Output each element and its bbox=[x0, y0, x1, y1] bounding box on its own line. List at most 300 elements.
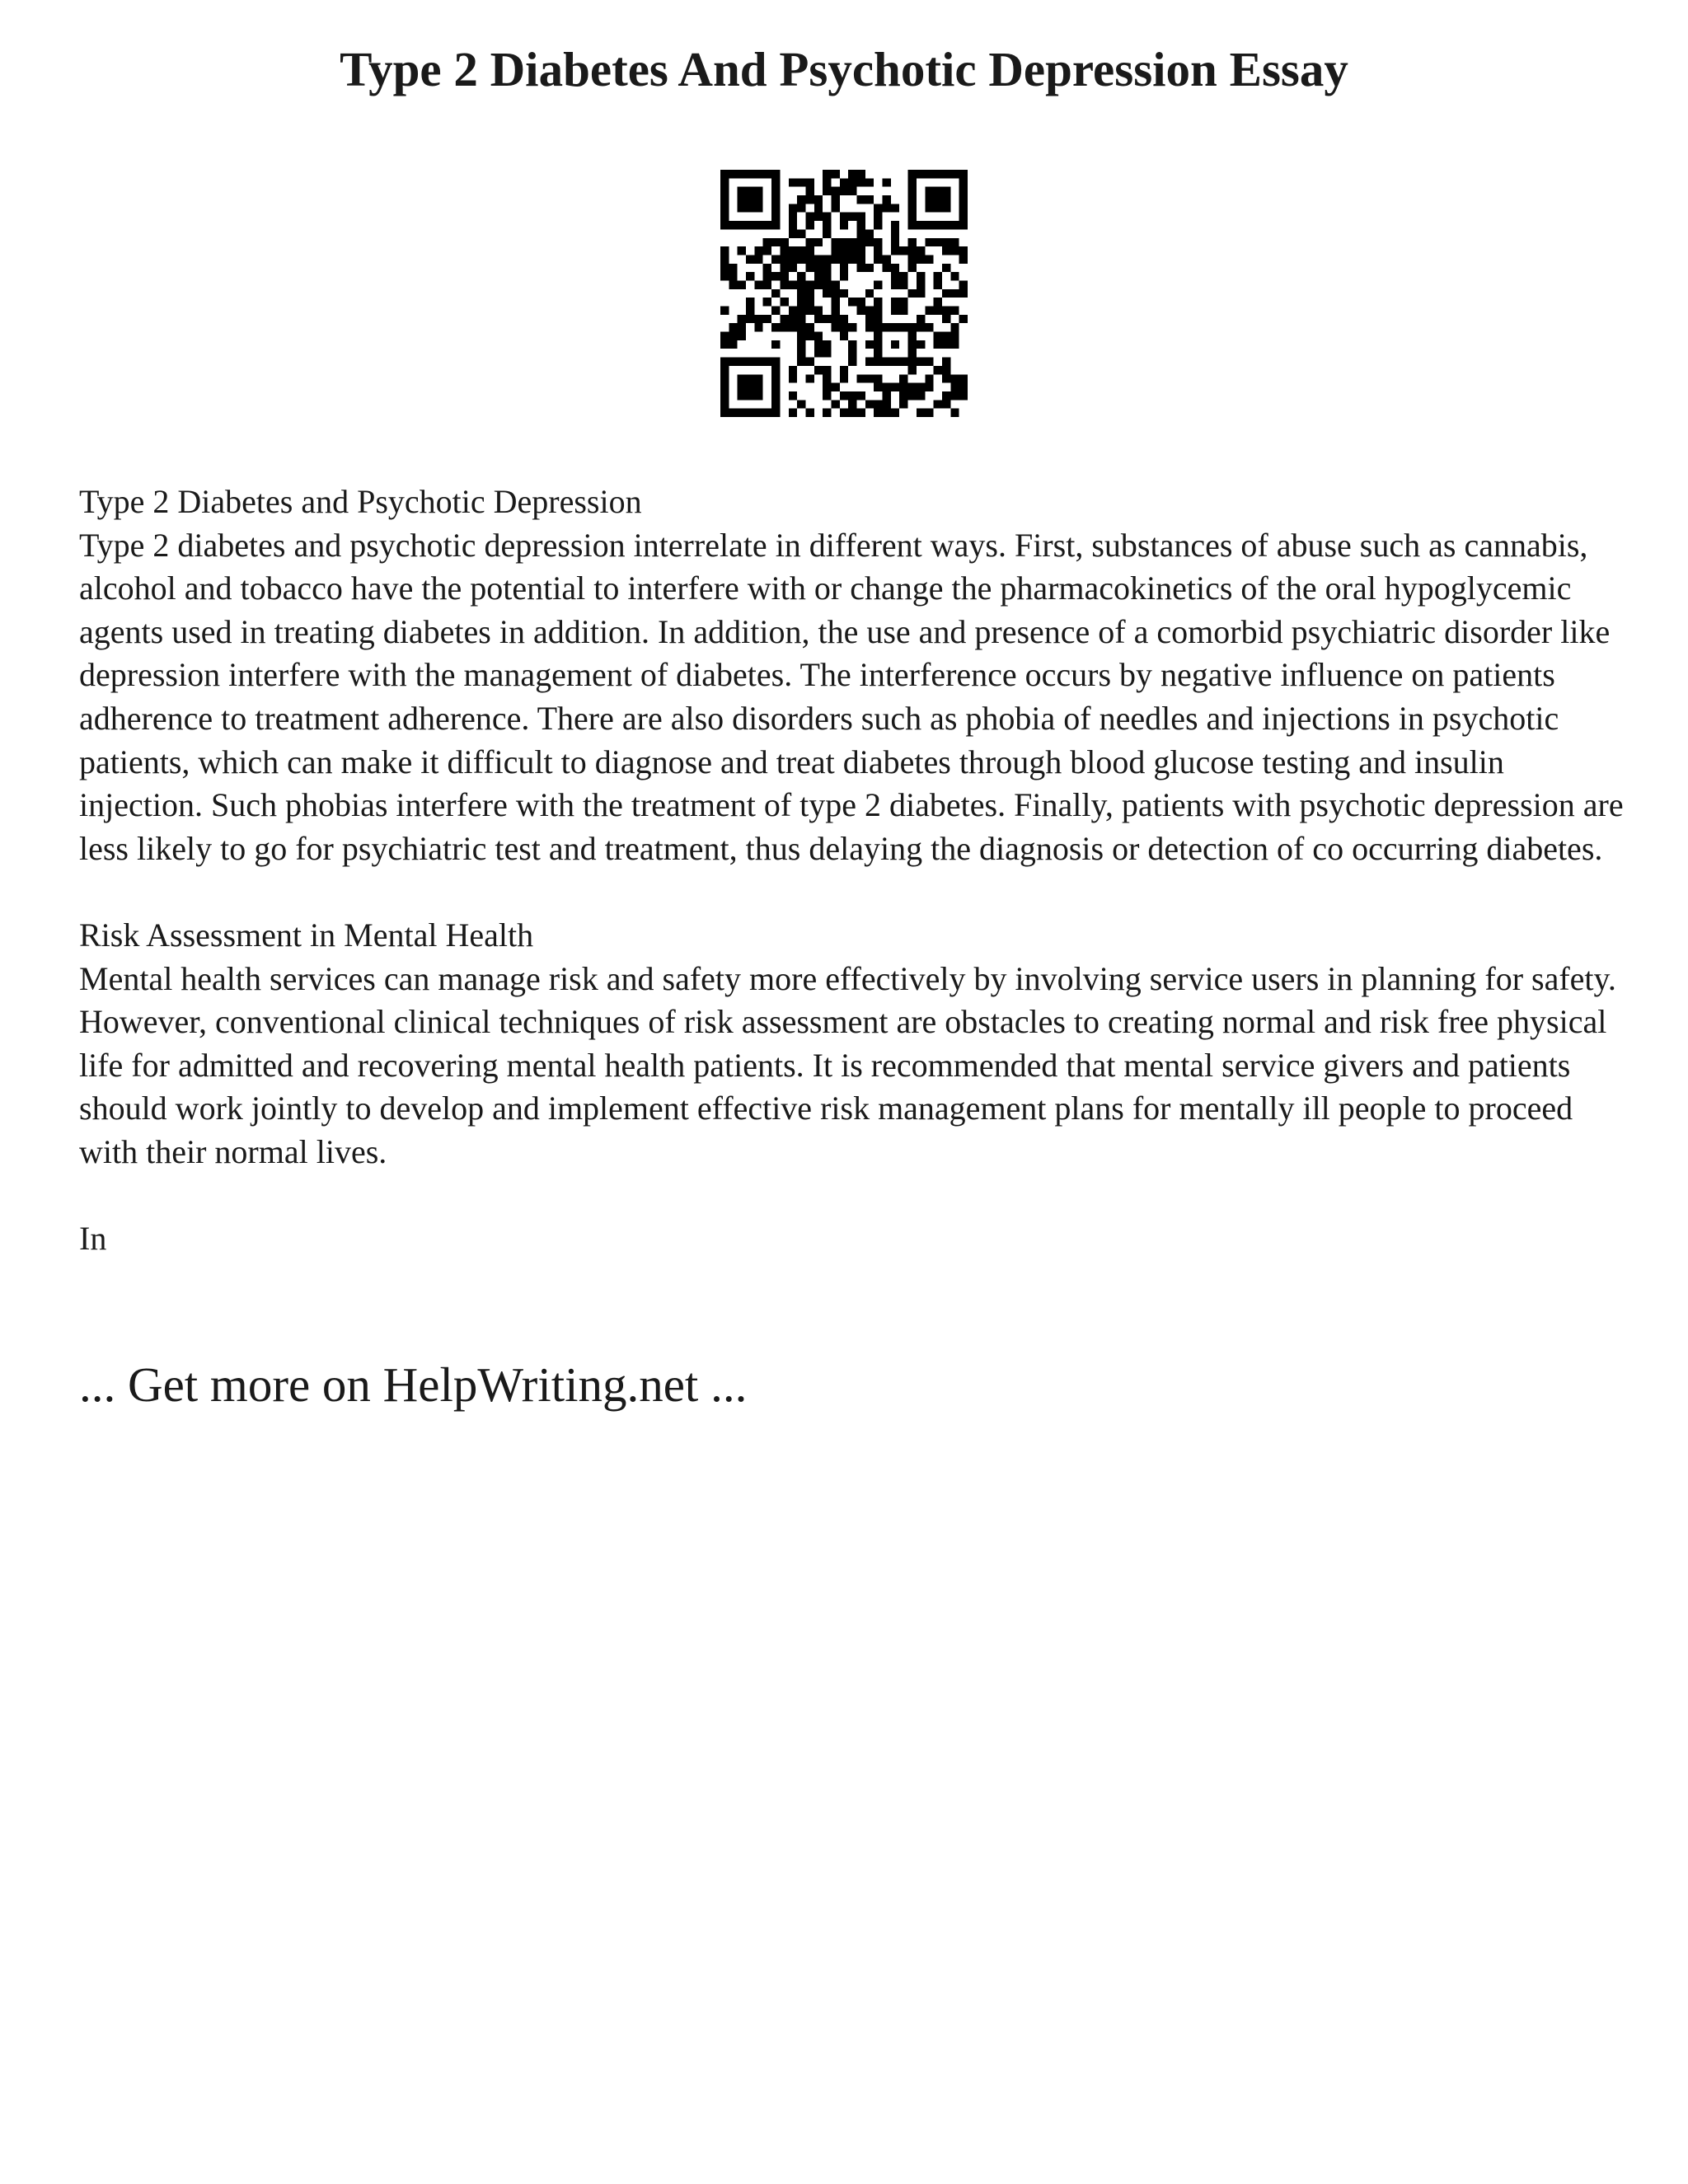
qr-module bbox=[746, 315, 754, 323]
qr-module bbox=[754, 383, 762, 391]
qr-module bbox=[720, 246, 729, 255]
qr-module bbox=[942, 307, 950, 315]
qr-module bbox=[823, 280, 831, 288]
qr-module bbox=[883, 383, 891, 391]
qr-module bbox=[942, 246, 950, 255]
qr-module bbox=[959, 213, 968, 221]
qr-module bbox=[805, 213, 814, 221]
qr-module bbox=[917, 315, 925, 323]
qr-module bbox=[908, 332, 917, 340]
qr-module bbox=[865, 374, 874, 382]
qr-module bbox=[840, 409, 848, 417]
qr-module bbox=[865, 238, 874, 246]
qr-module bbox=[857, 238, 865, 246]
qr-module bbox=[823, 289, 831, 298]
paragraph-gap bbox=[79, 870, 1629, 914]
qr-module bbox=[823, 409, 831, 417]
qr-module bbox=[925, 238, 933, 246]
qr-module bbox=[780, 255, 788, 263]
qr-module bbox=[950, 238, 959, 246]
qr-module bbox=[934, 238, 942, 246]
qr-module bbox=[925, 221, 933, 229]
qr-module bbox=[899, 323, 907, 331]
qr-module bbox=[865, 358, 874, 366]
qr-module bbox=[831, 280, 839, 288]
qr-module bbox=[874, 221, 882, 229]
qr-module bbox=[934, 204, 942, 212]
qr-module bbox=[805, 280, 814, 288]
qr-module bbox=[959, 391, 968, 400]
qr-module bbox=[865, 289, 874, 298]
qr-module bbox=[848, 238, 856, 246]
qr-module bbox=[874, 400, 882, 408]
qr-module bbox=[865, 315, 874, 323]
qr-module bbox=[848, 255, 856, 263]
qr-module bbox=[959, 374, 968, 382]
qr-module bbox=[891, 272, 899, 280]
qr-module bbox=[738, 315, 746, 323]
qr-module bbox=[840, 332, 848, 340]
qr-module bbox=[874, 358, 882, 366]
qr-module bbox=[738, 195, 746, 204]
qr-module bbox=[899, 298, 907, 306]
qr-module bbox=[746, 187, 754, 195]
qr-module bbox=[805, 255, 814, 263]
qr-module bbox=[908, 213, 917, 221]
qr-module bbox=[950, 272, 959, 280]
qr-module bbox=[908, 255, 917, 263]
qr-module bbox=[805, 298, 814, 306]
qr-module bbox=[771, 307, 780, 315]
qr-module bbox=[780, 246, 788, 255]
qr-module bbox=[823, 213, 831, 221]
qr-module bbox=[917, 289, 925, 298]
qr-module bbox=[891, 221, 899, 229]
qr-module bbox=[865, 307, 874, 315]
qr-module bbox=[771, 170, 780, 178]
qr-module bbox=[917, 255, 925, 263]
qr-module bbox=[934, 340, 942, 349]
qr-module bbox=[754, 280, 762, 288]
qr-module bbox=[831, 315, 839, 323]
qr-module bbox=[738, 383, 746, 391]
qr-module bbox=[729, 272, 737, 280]
qr-module bbox=[738, 170, 746, 178]
qr-module bbox=[874, 374, 882, 382]
qr-module bbox=[840, 246, 848, 255]
qr-module bbox=[848, 349, 856, 357]
qr-module bbox=[831, 246, 839, 255]
essay-body bbox=[79, 480, 1629, 1261]
qr-module bbox=[789, 280, 797, 288]
qr-module bbox=[848, 187, 856, 195]
qr-module bbox=[738, 323, 746, 331]
qr-module bbox=[891, 307, 899, 315]
qr-module bbox=[942, 221, 950, 229]
qr-module bbox=[959, 170, 968, 178]
qr-module bbox=[891, 340, 899, 349]
qr-module bbox=[823, 391, 831, 400]
qr-module bbox=[848, 178, 856, 186]
qr-module bbox=[771, 238, 780, 246]
qr-module bbox=[883, 204, 891, 212]
section-body-risk: Mental health services can manage risk and safety more effectively by involving service users in planning for safety. However, conventional clinical techniques of risk assessment are obstacles to creating normal and risk free physical life for admitted and recovering mental health patients. It is recommended that mental service givers and patients should work jointly to develop and implement effective risk management plans for mentally ill people to proceed with their normal lives. bbox=[79, 959, 1616, 1170]
qr-module bbox=[891, 204, 899, 212]
qr-module bbox=[942, 264, 950, 272]
qr-module bbox=[720, 204, 729, 212]
qr-module bbox=[874, 349, 882, 357]
qr-module bbox=[780, 272, 788, 280]
qr-module bbox=[883, 323, 891, 331]
qr-module bbox=[814, 195, 823, 204]
qr-module bbox=[789, 374, 797, 382]
qr-module bbox=[720, 255, 729, 263]
qr-module bbox=[908, 195, 917, 204]
qr-module bbox=[805, 238, 814, 246]
qr-module bbox=[814, 307, 823, 315]
qr-module bbox=[874, 323, 882, 331]
qr-module bbox=[789, 229, 797, 237]
qr-module bbox=[814, 280, 823, 288]
qr-module bbox=[908, 358, 917, 366]
qr-module bbox=[789, 255, 797, 263]
qr-module bbox=[857, 264, 865, 272]
qr-module bbox=[925, 187, 933, 195]
qr-module bbox=[805, 221, 814, 229]
qr-module bbox=[925, 195, 933, 204]
qr-module bbox=[831, 323, 839, 331]
qr-module bbox=[942, 187, 950, 195]
qr-module bbox=[917, 340, 925, 349]
qr-module bbox=[857, 391, 865, 400]
qr-module bbox=[857, 178, 865, 186]
qr-module bbox=[848, 170, 856, 178]
qr-module bbox=[908, 246, 917, 255]
qr-module bbox=[780, 323, 788, 331]
qr-module bbox=[771, 323, 780, 331]
qr-module bbox=[720, 272, 729, 280]
qr-module bbox=[763, 272, 771, 280]
qr-module bbox=[950, 170, 959, 178]
qr-module bbox=[891, 409, 899, 417]
qr-module bbox=[797, 178, 805, 186]
qr-module bbox=[934, 170, 942, 178]
qr-module bbox=[789, 366, 797, 374]
qr-module bbox=[771, 195, 780, 204]
qr-module bbox=[754, 315, 762, 323]
qr-module bbox=[720, 358, 729, 366]
qr-module bbox=[720, 332, 729, 340]
qr-module bbox=[959, 255, 968, 263]
qr-module bbox=[899, 272, 907, 280]
qr-module bbox=[720, 400, 729, 408]
qr-module bbox=[908, 204, 917, 212]
qr-module bbox=[720, 340, 729, 349]
qr-module bbox=[908, 383, 917, 391]
qr-module bbox=[925, 374, 933, 382]
qr-module bbox=[831, 298, 839, 306]
qr-module bbox=[823, 178, 831, 186]
qr-module bbox=[874, 315, 882, 323]
qr-module bbox=[780, 298, 788, 306]
qr-module bbox=[805, 187, 814, 195]
qr-module bbox=[738, 332, 746, 340]
section-heading-diabetes: Type 2 Diabetes and Psychotic Depression bbox=[79, 483, 642, 520]
qr-module bbox=[883, 358, 891, 366]
qr-module bbox=[899, 400, 907, 408]
qr-module bbox=[840, 213, 848, 221]
qr-module bbox=[789, 246, 797, 255]
qr-module bbox=[746, 272, 754, 280]
section-body-diabetes: Type 2 diabetes and psychotic depression interrelate in different ways. First, substances of abuse such as cannabis, alcohol and tobacco have the potential to interfere with or change the pharmacokinetics of the oral hypoglycemic agents used in treating diabetes in addition. In addition, the use and presence of a comorbid psychiatric disorder like depression interfere with the management of diabetes. The interference occurs by negative influence on patients adherence to treatment adherence. There are also disorders such as phobia of needles and injections in psychotic patients, which can make it difficult to diagnose and treat diabetes through blood glucose testing and insulin injection. Such phobias interfere with the treatment of type 2 diabetes. Finally, patients with psychotic depression are less likely to go for psychiatric test and treatment, thus delaying the diagnosis or detection of co occurring diabetes. bbox=[79, 526, 1624, 867]
qr-module bbox=[865, 178, 874, 186]
qr-module bbox=[857, 255, 865, 263]
qr-module bbox=[738, 358, 746, 366]
qr-module bbox=[908, 391, 917, 400]
qr-module bbox=[857, 307, 865, 315]
qr-module bbox=[720, 391, 729, 400]
qr-module bbox=[720, 178, 729, 186]
qr-module bbox=[746, 409, 754, 417]
qr-module bbox=[934, 298, 942, 306]
qr-module bbox=[942, 289, 950, 298]
qr-module bbox=[831, 238, 839, 246]
qr-module bbox=[917, 221, 925, 229]
qr-module bbox=[797, 349, 805, 357]
qr-module bbox=[891, 229, 899, 237]
qr-module bbox=[848, 298, 856, 306]
qr-module bbox=[780, 264, 788, 272]
qr-module bbox=[908, 238, 917, 246]
qr-module bbox=[763, 315, 771, 323]
qr-module bbox=[934, 280, 942, 288]
qr-module bbox=[925, 358, 933, 366]
qr-module bbox=[797, 340, 805, 349]
qr-module bbox=[899, 358, 907, 366]
qr-module bbox=[780, 238, 788, 246]
qr-module bbox=[771, 358, 780, 366]
qr-module bbox=[797, 204, 805, 212]
paragraph-gap bbox=[79, 1174, 1629, 1218]
qr-module bbox=[874, 409, 882, 417]
qr-module bbox=[959, 178, 968, 186]
qr-module bbox=[865, 195, 874, 204]
qr-module bbox=[959, 315, 968, 323]
qr-module bbox=[805, 332, 814, 340]
qr-module bbox=[771, 366, 780, 374]
qr-module bbox=[771, 391, 780, 400]
qr-module bbox=[789, 178, 797, 186]
qr-module bbox=[814, 332, 823, 340]
qr-module bbox=[908, 349, 917, 357]
qr-module bbox=[959, 195, 968, 204]
qr-module bbox=[950, 323, 959, 331]
qr-module bbox=[899, 246, 907, 255]
qr-module bbox=[746, 170, 754, 178]
qr-module bbox=[925, 255, 933, 263]
qr-module bbox=[823, 349, 831, 357]
qr-module bbox=[934, 366, 942, 374]
qr-module bbox=[763, 409, 771, 417]
qr-module bbox=[848, 400, 856, 408]
qr-module bbox=[823, 264, 831, 272]
qr-module bbox=[814, 349, 823, 357]
qr-module bbox=[934, 272, 942, 280]
qr-module bbox=[908, 340, 917, 349]
qr-module bbox=[771, 272, 780, 280]
qr-module bbox=[891, 298, 899, 306]
qr-module bbox=[950, 340, 959, 349]
qr-module bbox=[754, 195, 762, 204]
qr-module bbox=[925, 383, 933, 391]
qr-module bbox=[729, 358, 737, 366]
qr-module bbox=[720, 221, 729, 229]
qr-module bbox=[857, 170, 865, 178]
qr-module bbox=[729, 323, 737, 331]
qr-module bbox=[805, 409, 814, 417]
qr-module bbox=[805, 323, 814, 331]
qr-module bbox=[959, 289, 968, 298]
qr-module bbox=[754, 221, 762, 229]
qr-module bbox=[805, 307, 814, 315]
qr-module bbox=[771, 187, 780, 195]
qr-module bbox=[874, 246, 882, 255]
qr-module bbox=[797, 323, 805, 331]
qr-module bbox=[771, 374, 780, 382]
qr-module bbox=[763, 170, 771, 178]
qr-module bbox=[908, 366, 917, 374]
qr-module bbox=[925, 409, 933, 417]
qr-module bbox=[823, 383, 831, 391]
qr-module bbox=[831, 255, 839, 263]
qr-module bbox=[925, 323, 933, 331]
qr-module bbox=[865, 340, 874, 349]
qr-module bbox=[942, 366, 950, 374]
qr-module bbox=[865, 264, 874, 272]
qr-module bbox=[823, 229, 831, 237]
qr-module bbox=[738, 204, 746, 212]
page-title: Type 2 Diabetes And Psychotic Depression Essay bbox=[340, 42, 1348, 96]
qr-module bbox=[797, 298, 805, 306]
qr-module bbox=[814, 366, 823, 374]
qr-module bbox=[763, 221, 771, 229]
qr-module bbox=[831, 307, 839, 315]
qr-module bbox=[934, 187, 942, 195]
qr-module bbox=[789, 323, 797, 331]
qr-module bbox=[805, 374, 814, 382]
qr-module bbox=[942, 195, 950, 204]
qr-module bbox=[771, 221, 780, 229]
qr-module bbox=[789, 264, 797, 272]
qr-module bbox=[797, 229, 805, 237]
qr-module bbox=[746, 298, 754, 306]
qr-module bbox=[917, 358, 925, 366]
qr-module bbox=[746, 221, 754, 229]
qr-module bbox=[814, 255, 823, 263]
qr-module bbox=[823, 170, 831, 178]
qr-module bbox=[738, 409, 746, 417]
qr-module bbox=[857, 229, 865, 237]
qr-module bbox=[899, 374, 907, 382]
qr-module bbox=[899, 383, 907, 391]
qr-module bbox=[891, 238, 899, 246]
qr-module bbox=[925, 170, 933, 178]
qr-module bbox=[917, 246, 925, 255]
qr-module bbox=[848, 246, 856, 255]
qr-module bbox=[738, 246, 746, 255]
qr-module bbox=[848, 391, 856, 400]
qr-module bbox=[780, 280, 788, 288]
qr-module bbox=[883, 400, 891, 408]
qr-module bbox=[805, 264, 814, 272]
qr-module bbox=[874, 255, 882, 263]
qr-module bbox=[831, 170, 839, 178]
qr-module bbox=[848, 323, 856, 331]
qr-module bbox=[789, 391, 797, 400]
qr-module bbox=[789, 221, 797, 229]
qr-module bbox=[942, 391, 950, 400]
qr-module bbox=[729, 332, 737, 340]
qr-module bbox=[857, 213, 865, 221]
qr-module bbox=[917, 383, 925, 391]
qr-module bbox=[942, 400, 950, 408]
qr-module bbox=[874, 383, 882, 391]
qr-module bbox=[823, 255, 831, 263]
qr-module bbox=[934, 307, 942, 315]
qr-module bbox=[814, 213, 823, 221]
qr-module bbox=[908, 187, 917, 195]
get-more-link[interactable]: ... Get more on HelpWriting.net ... bbox=[79, 1357, 748, 1412]
qr-module bbox=[857, 221, 865, 229]
qr-module bbox=[754, 391, 762, 400]
trailing-fragment: In bbox=[79, 1220, 107, 1258]
qr-module bbox=[720, 374, 729, 382]
qr-module bbox=[865, 400, 874, 408]
qr-module bbox=[934, 221, 942, 229]
qr-module bbox=[763, 246, 771, 255]
qr-module bbox=[831, 187, 839, 195]
qr-module bbox=[720, 307, 729, 315]
qr-module bbox=[814, 272, 823, 280]
qr-module bbox=[789, 315, 797, 323]
qr-module bbox=[908, 178, 917, 186]
qr-module bbox=[942, 358, 950, 366]
qr-module bbox=[840, 238, 848, 246]
qr-module bbox=[763, 280, 771, 288]
qr-module bbox=[771, 383, 780, 391]
qr-module bbox=[840, 221, 848, 229]
qr-module bbox=[883, 409, 891, 417]
qr-module bbox=[865, 229, 874, 237]
qr-module bbox=[720, 195, 729, 204]
qr-module bbox=[840, 272, 848, 280]
qr-module bbox=[831, 195, 839, 204]
qr-module bbox=[942, 315, 950, 323]
qr-module bbox=[754, 409, 762, 417]
qr-module bbox=[848, 213, 856, 221]
qr-module bbox=[908, 323, 917, 331]
qr-module bbox=[805, 195, 814, 204]
qr-module bbox=[959, 246, 968, 255]
qr-module bbox=[950, 409, 959, 417]
qr-module bbox=[720, 366, 729, 374]
qr-module bbox=[959, 187, 968, 195]
qr-module bbox=[823, 221, 831, 229]
qr-module bbox=[754, 170, 762, 178]
qr-module bbox=[874, 307, 882, 315]
qr-module bbox=[950, 307, 959, 315]
qr-module bbox=[899, 280, 907, 288]
